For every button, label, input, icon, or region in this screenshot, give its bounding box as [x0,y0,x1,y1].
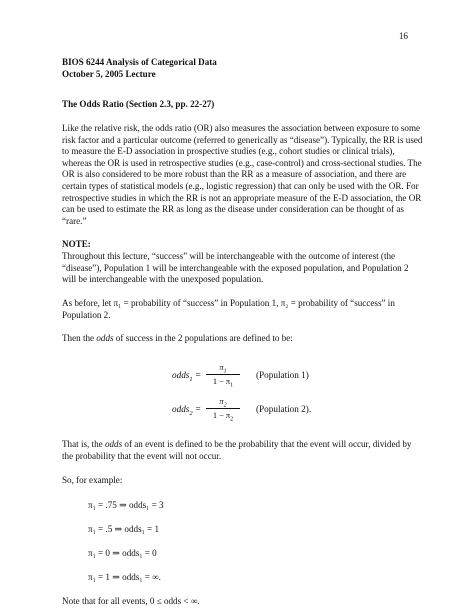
equation-1-numerator: $\pi_1$ [219,363,227,375]
definition-paragraph: As before, let π₁ = probability of “success” in Population 1, π₂ = probability of “success” in Population 2. [62,298,395,320]
page-number: 16 [398,31,408,41]
example-intro: So, for example: [62,475,123,485]
equation-1-label: (Population 1) [256,370,309,380]
section-title: The Odds Ratio (Section 2.3, pp. 22-27) [62,99,215,109]
equation-1-fraction [206,362,240,387]
equation-population-2 [0,395,474,423]
odds-definition: That is, the odds of an event is defined to be the probability that the event will occur, divided by the probability that the event will not occur. [62,439,412,461]
lecture-date: October 5, 2005 Lecture [62,68,156,79]
equation-1-denominator: $1 - \pi_1$ [212,377,234,389]
example-3: π₁ = 0 ⇒ odds₁ = 0 [88,548,157,558]
example-1: π₁ = .75 ⇒ odds₁ = 3 [88,500,164,510]
equation-population-1 [0,361,474,389]
equation-2-lhs: odds$_2$ = [172,404,202,417]
odds-intro-after: of success in the 2 populations are defined to be: [113,333,293,343]
course-header [62,57,424,80]
equation-2-numerator: $\pi_2$ [219,397,227,409]
equation-2-denominator: $1 - \pi_2$ [212,411,234,423]
example-2: π₁ = .5 ⇒ odds₁ = 1 [88,524,159,534]
equation-1-lhs: odds$_1$ = [172,370,202,383]
example-4: π₁ = 1 ⇒ odds₁ = ∞. [88,572,161,582]
odds-intro-italic: odds [96,333,114,343]
note-paragraph: Throughout this lecture, “success” will be interchangeable with the outcome of interest (the “disease”), Population 1 will be interchangeable with the exposed population, and Population 2 will be interchangeable with the unexposed population. [62,251,409,285]
equation-2-label: (Population 2). [256,404,312,414]
intro-paragraph: Like the relative risk, the odds ratio (OR) also measures the association between exposure to some risk factor and a particular outcome (referred to generically as “disease”). Typically, the RR is used to measure the E-D association in prospective studies (e.g., cohort studies or clinical trials), whereas the OR is used in retrospective studies (e.g., case-control) and cross-sectional studies. The OR is also considered to be more robust than the RR as a measure of association, and there are certain types of statistical models (e.g., logistic regression) that can only be used with the OR. For retrospective studies in which the RR is not an appropriate measure of the E-D association, the OR can be used to estimate the RR as long as the disease under consideration can be thought of as “rare.” [62,123,423,226]
odds-intro-before: Then the [62,333,97,343]
equation-2-fraction [206,396,240,421]
final-note: Note that for all events, 0 ≤ odds < ∞. [62,596,200,606]
note-heading: NOTE: [62,239,91,249]
course-title: BIOS 6244 Analysis of Categorical Data [62,57,217,67]
odds-intro [62,333,424,345]
